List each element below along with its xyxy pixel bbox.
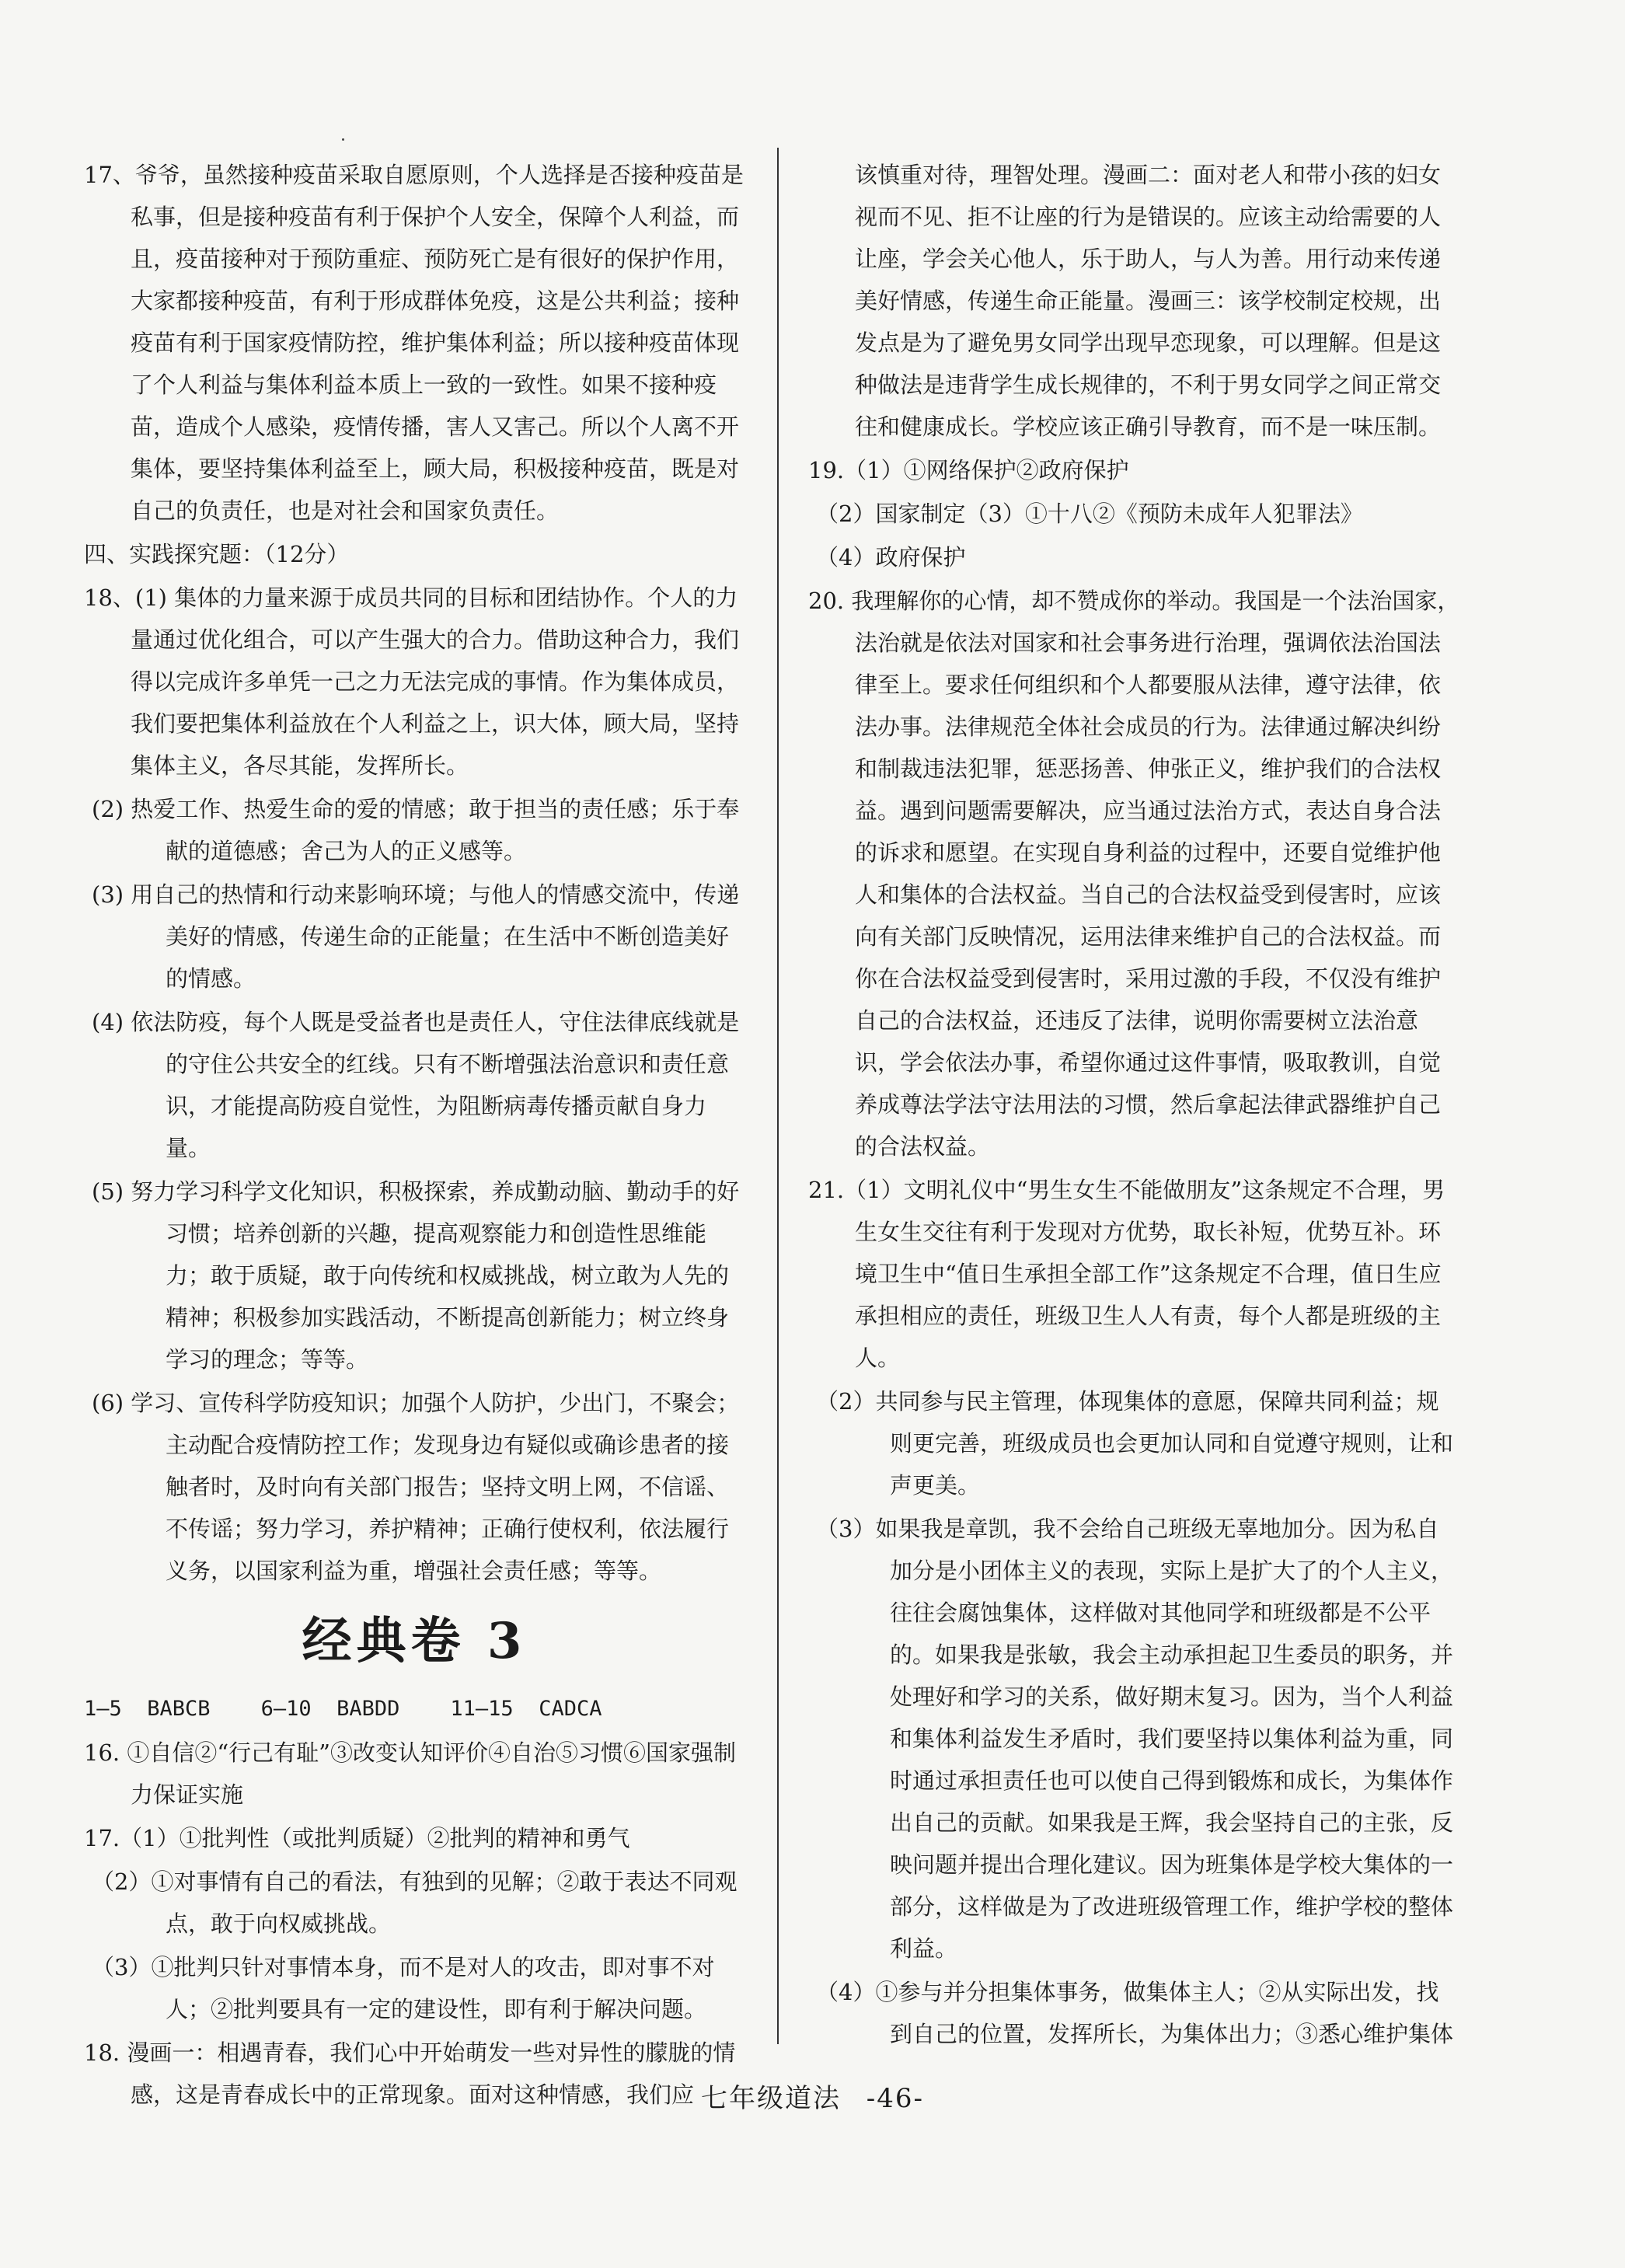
section-heading-practice: 四、实践探究题：（12分） <box>84 541 350 567</box>
answer-q18-2: (2) 热爱工作、热爱生命的爱的情感；敢于担当的责任感；乐于奉献的道德感；舍己为人的正义感等。 <box>92 796 740 864</box>
section-title: 经典卷 3 <box>302 1612 527 1670</box>
answer-q18-3: (3) 用自己的热情和行动来影响环境；与他人的情感交流中，传递美好的情感，传递生命的正能量；在生活中不断创造美好的情感。 <box>92 881 740 992</box>
answer-q21-3: （3）如果我是章凯，我不会给自己班级无辜地加分。因为私自加分是小团体主义的表现，实际上是扩大了的个人主义，往往会腐蚀集体，这样做对其他同学和班级都是不公平的。如果我是张敏，我会主动承担起卫生委员的职务，并处理好和学习的关系，做好期末复习。因为，当个人利益和集体利益发生矛盾时，我们要坚持以集体利益为重，同时通过承担责任也可以使自己得到锻炼和成长，为集体作出自己的贡献。如果我是王辉，我会坚持自己的主张，反映问题并提出合理化建议。因为班集体是学校大集体的一部分，这样做是为了改进班级管理工作，维护学校的整体利益。 <box>816 1516 1454 1962</box>
answer-q17b-3: （3）①批判只针对事情本身，而不是对人的攻击，即对事不对人；②批判要具有一定的建设性，即有利于解决问题。 <box>92 1954 715 2022</box>
answer-q18-5: (5) 努力学习科学文化知识，积极探索，养成勤动脑、勤动手的好习惯；培养创新的兴趣，提高观察能力和创造性思维能力；敢于质疑，敢于向传统和权威挑战，树立敢为人先的精神；积极参加实践活动，不断提高创新能力；树立终身学习的理念；等等。 <box>92 1178 740 1373</box>
multiple-choice-answers: 1—5 BABCB 6—10 BABDD 11—15 CADCA <box>84 1697 602 1721</box>
answer-q19-4: （4）政府保护 <box>816 544 966 570</box>
answer-q18b-continued: 该慎重对待，理智处理。漫画二：面对老人和带小孩的妇女视而不见、拒不让座的行为是错误的。应该主动给需要的人让座，学会关心他人，乐于助人，与人为善。用行动来传递美好情感，传递生命正能量。漫画三：该学校制定校规，出发点是为了避免男女同学出现早恋现象，可以理解。但是这种做法是违背学生成长规律的，不利于男女同学之间正常交往和健康成长。学校应该正确引导教育，而不是一味压制。 <box>855 162 1442 440</box>
footer-subject: 七年级道法 <box>700 2083 841 2114</box>
column-divider <box>777 148 779 2044</box>
answer-q16: 16. ①自信②“行己有耻”③改变认知评价④自治⑤习惯⑥国家强制力保证实施 <box>84 1739 736 1808</box>
answer-q17b-1: 17.（1）①批判性（或批判质疑）②批判的精神和勇气 <box>84 1825 630 1851</box>
answer-q17b-2: （2）①对事情有自己的看法，有独到的见解；②敢于表达不同观点，敢于向权威挑战。 <box>92 1868 738 1937</box>
answer-q19-2: （2）国家制定（3）①十八②《预防未成年人犯罪法》 <box>816 501 1363 527</box>
answer-q21-2: （2）共同参与民主管理，体现集体的意愿，保障共同利益；规则更完善，班级成员也会更加认同和自觉遵守规则，让和声更美。 <box>816 1388 1454 1499</box>
answer-q21-1: 21.（1）文明礼仪中“男生女生不能做朋友”这条规定不合理，男生女生交往有利于发现对方优势，取长补短，优势互补。环境卫生中“值日生承担全部工作”这条规定不合理，值日生应承担相应的责任，班级卫生人人有责，每个人都是班级的主人。 <box>808 1177 1445 1371</box>
page-footer <box>0 2077 1625 2115</box>
answer-q17: 17、爷爷，虽然接种疫苗采取自愿原则，个人选择是否接种疫苗是私事，但是接种疫苗有利于保护个人安全，保障个人利益，而且，疫苗接种对于预防重症、预防死亡是有很好的保护作用，大家都接种疫苗，有利于形成群体免疫，这是公共利益；接种疫苗有利于国家疫情防控，维护集体利益；所以接种疫苗体现了个人利益与集体利益本质上一致的一致性。如果不接种疫苗，造成个人感染，疫情传播，害人又害己。所以个人离不开集体，要坚持集体利益至上，顾大局，积极接种疫苗，既是对自己的负责任，也是对社会和国家负责任。 <box>84 162 744 524</box>
answer-q18-4: (4) 依法防疫，每个人既是受益者也是责任人，守住法律底线就是的守住公共安全的红线。只有不断增强法治意识和责任意识，才能提高防疫自觉性，为阻断病毒传播贡献自身力量。 <box>92 1009 740 1161</box>
answer-q18b: 18. 漫画一：相遇青春，我们心中开始萌发一些对异性的朦胧的情感，这是青春成长中的正常现象。面对这种情感，我们应 <box>84 2039 736 2108</box>
page-number: -46- <box>866 2083 925 2114</box>
right-column <box>808 154 1461 2057</box>
answer-q19-1: 19.（1）①网络保护②政府保护 <box>808 457 1129 483</box>
left-column <box>84 154 745 2117</box>
scan-speck <box>342 138 344 141</box>
answer-q21-4: （4）①参与并分担集体事务，做集体主人；②从实际出发，找到自己的位置，发挥所长，为集体出力；③悉心维护集体 <box>816 1979 1454 2047</box>
answer-q20: 20. 我理解你的心情，却不赞成你的举动。我国是一个法治国家，法治就是依法对国家和社会事务进行治理，强调依法治国法律至上。要求任何组织和个人都要服从法律，遵守法律，依法办事。法律规范全体社会成员的行为。法律通过解决纠纷和制裁违法犯罪，惩恶扬善、伸张正义，维护我们的合法权益。遇到问题需要解决，应当通过法治方式，表达自身合法的诉求和愿望。在实现自身利益的过程中，还要自觉维护他人和集体的合法权益。当自己的合法权益受到侵害时，应该向有关部门反映情况，运用法律来维护自己的合法权益。而你在合法权益受到侵害时，采用过激的手段，不仅没有维护自己的合法权益，还违反了法律，说明你需要树立法治意识，学会依法办事，希望你通过这件事情，吸取教训，自觉养成尊法学法守法用法的习惯，然后拿起法律武器维护自己的合法权益。 <box>808 588 1460 1160</box>
answer-q18-6: (6) 学习、宣传科学防疫知识；加强个人防护，少出门，不聚会；主动配合疫情防控工作；发现身边有疑似或确诊患者的接触者时，及时向有关部门报告；坚持文明上网，不信谣、不传谣；努力学习，养护精神；正确行使权利，依法履行义务，以国家利益为重，增强社会责任感；等等。 <box>92 1390 740 1584</box>
answer-q18-1: 18、(1) 集体的力量来源于成员共同的目标和团结协作。个人的力量通过优化组合，可以产生强大的合力。借助这种合力，我们得以完成许多单凭一己之力无法完成的事情。作为集体成员，我们要把集体利益放在个人利益之上，识大体，顾大局，坚持集体主义，各尽其能，发挥所长。 <box>84 584 740 779</box>
